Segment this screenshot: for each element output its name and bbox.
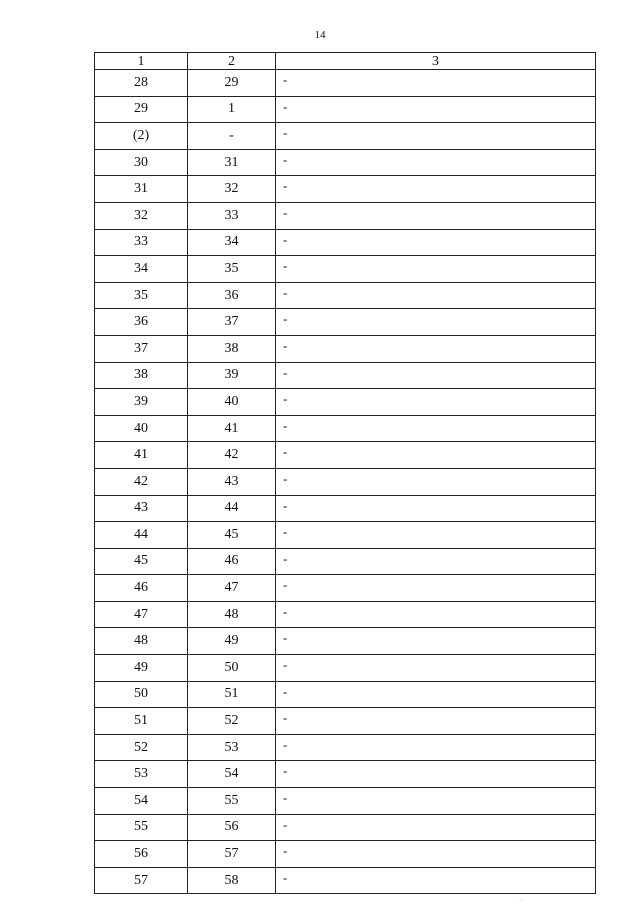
table-row <box>95 335 596 362</box>
cell-col-3: - <box>276 415 596 442</box>
cell-col-1: 29 <box>95 96 188 123</box>
cell-col-2: 57 <box>188 841 276 868</box>
cell-col-1: 41 <box>95 442 188 469</box>
cell-col-1: 31 <box>95 176 188 203</box>
cell-col-1: 49 <box>95 655 188 682</box>
cell-col-3: - <box>276 309 596 336</box>
header-row <box>95 53 596 70</box>
cell-col-3: - <box>276 681 596 708</box>
table-row <box>95 841 596 868</box>
table-row <box>95 628 596 655</box>
cell-col-1: 43 <box>95 495 188 522</box>
cell-col-2: 36 <box>188 282 276 309</box>
cell-col-1: 57 <box>95 867 188 894</box>
table-row <box>95 468 596 495</box>
cell-col-3: - <box>276 149 596 176</box>
table-row <box>95 522 596 549</box>
cell-col-3: - <box>276 176 596 203</box>
cell-col-3: - <box>276 867 596 894</box>
cell-col-2: 54 <box>188 761 276 788</box>
cell-col-3: - <box>276 389 596 416</box>
cell-col-2: 49 <box>188 628 276 655</box>
cell-col-1: 38 <box>95 362 188 389</box>
cell-col-3: - <box>276 734 596 761</box>
cell-col-2: 35 <box>188 256 276 283</box>
table-row <box>95 575 596 602</box>
table-row <box>95 442 596 469</box>
column-header-3: 3 <box>276 53 596 70</box>
cell-col-2: 47 <box>188 575 276 602</box>
cell-col-3: - <box>276 335 596 362</box>
cell-col-1: 54 <box>95 788 188 815</box>
cell-col-2: 34 <box>188 229 276 256</box>
table-header <box>95 53 596 70</box>
cell-col-2: 37 <box>188 309 276 336</box>
cell-col-2: 43 <box>188 468 276 495</box>
table-row <box>95 814 596 841</box>
cell-col-2: 51 <box>188 681 276 708</box>
cell-col-1: 36 <box>95 309 188 336</box>
cell-col-3: - <box>276 708 596 735</box>
table-row <box>95 761 596 788</box>
table-row <box>95 495 596 522</box>
cell-col-3: - <box>276 70 596 97</box>
cell-col-1: 33 <box>95 229 188 256</box>
cell-col-3: - <box>276 788 596 815</box>
cell-col-2: 29 <box>188 70 276 97</box>
cell-col-1: 35 <box>95 282 188 309</box>
cell-col-3: - <box>276 96 596 123</box>
table-row <box>95 309 596 336</box>
cell-col-2: 39 <box>188 362 276 389</box>
cell-col-2: 42 <box>188 442 276 469</box>
table-row <box>95 96 596 123</box>
cell-col-1: 44 <box>95 522 188 549</box>
cell-col-2: 45 <box>188 522 276 549</box>
cell-col-1: 39 <box>95 389 188 416</box>
table-row <box>95 708 596 735</box>
cell-col-2: 53 <box>188 734 276 761</box>
cell-col-1: 42 <box>95 468 188 495</box>
cell-col-2: 52 <box>188 708 276 735</box>
cell-col-1: 53 <box>95 761 188 788</box>
cell-col-1: 55 <box>95 814 188 841</box>
table-row <box>95 362 596 389</box>
cell-col-2: 31 <box>188 149 276 176</box>
cell-col-2: 38 <box>188 335 276 362</box>
table-row <box>95 123 596 150</box>
cell-col-3: - <box>276 841 596 868</box>
cell-col-3: - <box>276 761 596 788</box>
cell-col-3: - <box>276 522 596 549</box>
cell-col-2: 58 <box>188 867 276 894</box>
table-row <box>95 202 596 229</box>
cell-col-1: 56 <box>95 841 188 868</box>
cell-col-3: - <box>276 548 596 575</box>
cell-col-1: 32 <box>95 202 188 229</box>
table-row <box>95 601 596 628</box>
cell-col-3: - <box>276 814 596 841</box>
cell-col-2: 33 <box>188 202 276 229</box>
table-row <box>95 256 596 283</box>
cell-col-1: 37 <box>95 335 188 362</box>
cell-col-3: - <box>276 202 596 229</box>
corner-mark: ... <box>518 897 523 903</box>
cell-col-2: 55 <box>188 788 276 815</box>
cell-col-1: 51 <box>95 708 188 735</box>
table-row <box>95 176 596 203</box>
cell-col-1: 52 <box>95 734 188 761</box>
cell-col-3: - <box>276 575 596 602</box>
cell-col-2: 1 <box>188 96 276 123</box>
cell-col-2: - <box>188 123 276 150</box>
cell-col-1: 46 <box>95 575 188 602</box>
cell-col-3: - <box>276 123 596 150</box>
table-row <box>95 282 596 309</box>
table-row <box>95 149 596 176</box>
cell-col-2: 56 <box>188 814 276 841</box>
data-table <box>94 52 596 894</box>
cell-col-3: - <box>276 655 596 682</box>
cell-col-1: 28 <box>95 70 188 97</box>
cell-col-2: 50 <box>188 655 276 682</box>
cell-col-2: 32 <box>188 176 276 203</box>
cell-col-3: - <box>276 256 596 283</box>
cell-col-3: - <box>276 495 596 522</box>
cell-col-3: - <box>276 282 596 309</box>
cell-col-1: 50 <box>95 681 188 708</box>
cell-col-2: 40 <box>188 389 276 416</box>
cell-col-2: 46 <box>188 548 276 575</box>
cell-col-1: 30 <box>95 149 188 176</box>
cell-col-1: 45 <box>95 548 188 575</box>
cell-col-3: - <box>276 442 596 469</box>
cell-col-2: 44 <box>188 495 276 522</box>
cell-col-3: - <box>276 362 596 389</box>
table-row <box>95 655 596 682</box>
cell-col-1: 48 <box>95 628 188 655</box>
table-row <box>95 389 596 416</box>
cell-col-3: - <box>276 601 596 628</box>
cell-col-1: 47 <box>95 601 188 628</box>
cell-col-1: 40 <box>95 415 188 442</box>
table-row <box>95 548 596 575</box>
cell-col-1: (2) <box>95 123 188 150</box>
table-body <box>95 70 596 894</box>
table-row <box>95 681 596 708</box>
table-row <box>95 70 596 97</box>
table-row <box>95 734 596 761</box>
table-row <box>95 788 596 815</box>
cell-col-1: 34 <box>95 256 188 283</box>
column-header-1: 1 <box>95 53 188 70</box>
cell-col-3: - <box>276 229 596 256</box>
cell-col-2: 41 <box>188 415 276 442</box>
table-row <box>95 867 596 894</box>
table-row <box>95 229 596 256</box>
cell-col-2: 48 <box>188 601 276 628</box>
page-number: 14 <box>314 29 326 41</box>
column-header-2: 2 <box>188 53 276 70</box>
cell-col-3: - <box>276 468 596 495</box>
cell-col-3: - <box>276 628 596 655</box>
table-row <box>95 415 596 442</box>
